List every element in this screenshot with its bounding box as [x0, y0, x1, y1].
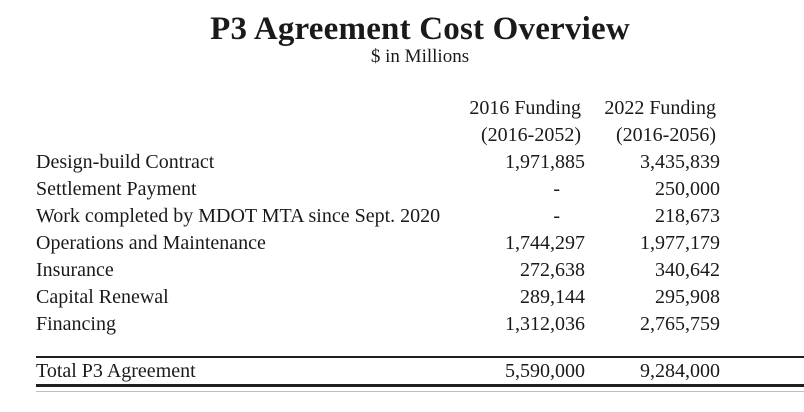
row-label: Financing — [36, 313, 116, 335]
table-row — [36, 311, 804, 338]
spacer-row — [36, 338, 804, 357]
row-value-2016: 1,971,885 — [505, 151, 585, 173]
row-value-2022: 340,642 — [655, 259, 720, 281]
row-label: Work completed by MDOT MTA since Sept. 2020 — [36, 205, 441, 227]
column-header-2016 — [445, 95, 585, 149]
row-label: Design-build Contract — [36, 151, 215, 173]
total-value-2016: 5,590,000 — [445, 357, 585, 386]
column-header-2022-line2: (2016-2056) — [616, 124, 716, 146]
row-value-2022: 2,765,759 — [640, 313, 720, 335]
column-header-2016-line1: 2016 Funding — [469, 97, 581, 119]
row-label: Insurance — [36, 259, 114, 281]
column-header-2022 — [585, 95, 720, 149]
column-header-2016-line2: (2016-2052) — [481, 124, 581, 146]
column-header-2022-line1: 2022 Funding — [604, 97, 716, 119]
row-value-2022: 218,673 — [655, 205, 720, 227]
row-value-2016: - — [553, 178, 560, 200]
cost-table — [36, 95, 804, 387]
table-row — [36, 149, 804, 176]
row-value-2016: 272,638 — [520, 259, 585, 281]
total-value-2022: 9,284,000 — [585, 357, 720, 386]
row-value-2022: 3,435,839 — [640, 151, 720, 173]
row-value-2016: 1,744,297 — [505, 232, 585, 254]
row-value-2016: - — [553, 205, 560, 227]
total-double-rule — [36, 391, 804, 392]
total-label: Total P3 Agreement — [36, 357, 445, 386]
row-label: Capital Renewal — [36, 286, 169, 308]
row-value-2016: 289,144 — [520, 286, 585, 308]
row-value-2022: 295,908 — [655, 286, 720, 308]
header-label-spacer — [36, 95, 445, 149]
table-row — [36, 257, 804, 284]
table-row — [36, 230, 804, 257]
table-row — [36, 203, 804, 230]
header-right-spacer — [720, 95, 804, 149]
table-header-row — [36, 95, 804, 149]
table-row — [36, 284, 804, 311]
row-value-2022: 250,000 — [655, 178, 720, 200]
page-subtitle: $ in Millions — [370, 46, 470, 67]
row-value-2016: 1,312,036 — [505, 313, 585, 335]
row-label: Settlement Payment — [36, 178, 197, 200]
page-title: P3 Agreement Cost Overview — [210, 11, 630, 47]
row-label: Operations and Maintenance — [36, 232, 266, 254]
row-value-2022: 1,977,179 — [640, 232, 720, 254]
table-row — [36, 176, 804, 203]
total-row — [36, 357, 804, 386]
